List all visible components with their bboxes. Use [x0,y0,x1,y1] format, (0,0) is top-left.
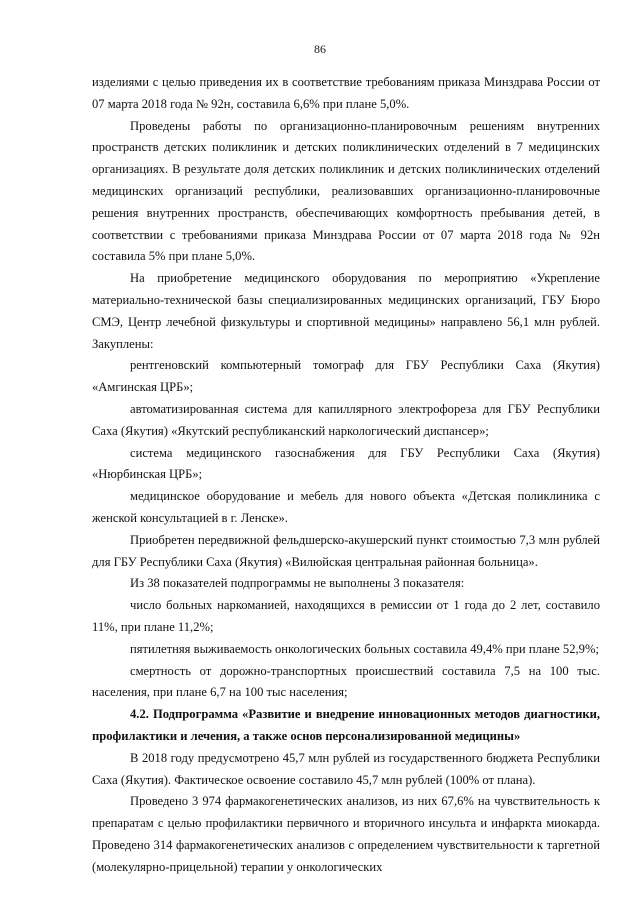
list-item: медицинское оборудование и мебель для нового объекта «Детская поликлиника с женской консультацией в г. Ленске». [92,489,600,525]
list-item: автоматизированная система для капиллярного электрофореза для ГБУ Республики Саха (Якутия) «Якутский республиканский наркологический диспансер»; [92,401,600,438]
list-item: система медицинского газоснабжения для ГБУ Республики Саха (Якутия) «Нюрбинская ЦРБ»; [92,445,600,482]
paragraph: Из 38 показателей подпрограммы не выполнены 3 показателя: [130,576,465,591]
paragraph: В 2018 году предусмотрено 45,7 млн рублей из государственного бюджета Республики Саха (Якутия). Фактическое освоение составило 45,7 млн рублей (100% от плана). [92,750,600,787]
paragraph: Приобретен передвижной фельдшерско-акушерский пункт стоимостью 7,3 млн рублей для ГБУ Республики Саха (Якутия) «Вилюйская центральная районная больница». [92,532,600,569]
list-item: смертность от дорожно-транспортных происшествий составила 7,5 на 100 тыс. населения, при плане 6,7 на 100 тыс населения; [92,663,600,700]
section-heading: 4.2. Подпрограмма «Развитие и внедрение инновационных методов диагностики, профилактики и лечения, а также основ персонализированной медицины» [92,707,600,743]
document-body [92,72,600,878]
paragraph: Проведены работы по организационно-планировочным решениям внутренних пространств детских поликлиник и детских поликлинических отделений в 7 медицинских организациях. В результате доля детских поликлиник и детских поликлинических отделений медицинских организаций республики, реализовавших организационно-планировочные решения внутренних пространств, обеспечивающих комфортность пребывания детей, в соответствии с требованиями приказа Минздрава России от 07 марта 2018 года № 92н составила 5% при плане 5,0%. [92,118,600,264]
paragraph: изделиями с целью приведения их в соответствие требованиям приказа Минздрава России от 07 марта 2018 года № 92н, составила 6,6% при плане 5,0%. [92,75,600,111]
paragraph: Проведено 3 974 фармакогенетических анализов, из них 67,6% на чувствительность к препаратам с целью профилактики первичного и вторичного инсульта и инфаркта миокарда. Проведено 314 фармакогенетических анализов с определением чувствительности к таргетной (молекулярно-прицельной) терапии у онкологических [92,794,600,874]
list-item: пятилетняя выживаемость онкологических больных составила 49,4% при плане 52,9%; [130,641,599,656]
list-item: число больных наркоманией, находящихся в ремиссии от 1 года до 2 лет, составило 11%, при плане 11,2%; [92,598,600,634]
page-number: 86 [314,42,326,56]
paragraph: На приобретение медицинского оборудования по мероприятию «Укрепление материально-технической базы специализированных медицинских организаций, ГБУ Бюро СМЭ, Центр лечебной физкультуры и спортивной медицины» направлено 56,1 млн рублей. Закуплены: [92,271,600,351]
list-item: рентгеновский компьютерный томограф для ГБУ Республики Саха (Якутия) «Амгинская ЦРБ»; [92,358,600,395]
